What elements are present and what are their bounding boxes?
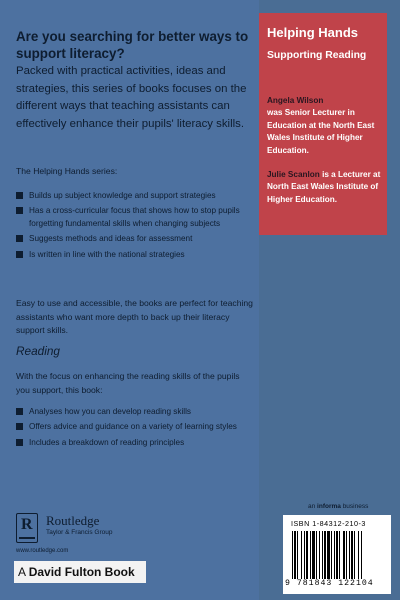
routledge-logo xyxy=(16,513,146,545)
book-title: Supporting Reading xyxy=(267,50,367,61)
publisher-group: Taylor & Francis Group xyxy=(46,529,113,536)
title-panel xyxy=(259,13,387,235)
bullet-square-icon xyxy=(16,192,23,199)
barcode-icon xyxy=(291,531,385,579)
series-heading: The Helping Hands series: xyxy=(16,166,118,176)
author-bio xyxy=(267,95,385,157)
easy-paragraph: Easy to use and accessible, the books are perfect for teaching assistants who want more depth to back up their literacy support skills. xyxy=(16,298,253,335)
intro-paragraph: Packed with practical activities, ideas and strategies, this series of books focuses on the different ways that teaching assistants can effectively enhance their pupils' literacy skills. xyxy=(16,65,247,130)
routledge-r-icon: R xyxy=(16,513,38,543)
publisher-name: Routledge xyxy=(46,513,100,528)
bullet-square-icon xyxy=(16,207,23,214)
barcode-digits: 9 781843 122104 xyxy=(285,579,374,588)
list-item: Has a cross-curricular focus that shows how to stop pupils forgetting fundamental skills when changing subjects xyxy=(16,205,256,230)
list-item: Includes a breakdown of reading principles xyxy=(16,437,256,449)
bullet-square-icon xyxy=(16,251,23,258)
list-item: Builds up subject knowledge and support strategies xyxy=(16,190,256,202)
isbn-box xyxy=(283,515,391,594)
bullet-square-icon xyxy=(16,408,23,415)
reading-title: Reading xyxy=(16,344,60,358)
bullet-square-icon xyxy=(16,439,23,446)
series-bullet-list xyxy=(16,190,256,264)
bullet-square-icon xyxy=(16,423,23,430)
informa-label: an informa business xyxy=(308,503,369,510)
reading-bullet-list xyxy=(16,406,256,452)
reading-intro: With the focus on enhancing the reading skills of the pupils you support, this book: xyxy=(16,371,240,395)
imprint-label: A David Fulton Book xyxy=(14,561,146,583)
list-item: Analyses how you can develop reading skills xyxy=(16,406,256,418)
isbn-label: ISBN 1-84312-210-3 xyxy=(291,519,366,528)
author-bio xyxy=(267,169,385,206)
author-description: was Senior Lecturer in Education at the North East Wales Institute of Higher Education. xyxy=(267,108,375,155)
list-item: Offers advice and guidance on a variety of learning styles xyxy=(16,421,256,433)
series-title: Helping Hands xyxy=(267,25,359,40)
list-item: Suggests methods and ideas for assessment xyxy=(16,233,256,245)
author-name: Angela Wilson xyxy=(267,96,324,105)
publisher-website: www.routledge.com xyxy=(16,548,69,554)
bullet-square-icon xyxy=(16,235,23,242)
headline: Are you searching for better ways to support literacy? xyxy=(16,29,249,61)
list-item: Is written in line with the national strategies xyxy=(16,249,256,261)
author-name: Julie Scanlon xyxy=(267,170,320,179)
author-description: is a Lecturer at North East Wales Institute of Higher Education. xyxy=(267,170,381,204)
